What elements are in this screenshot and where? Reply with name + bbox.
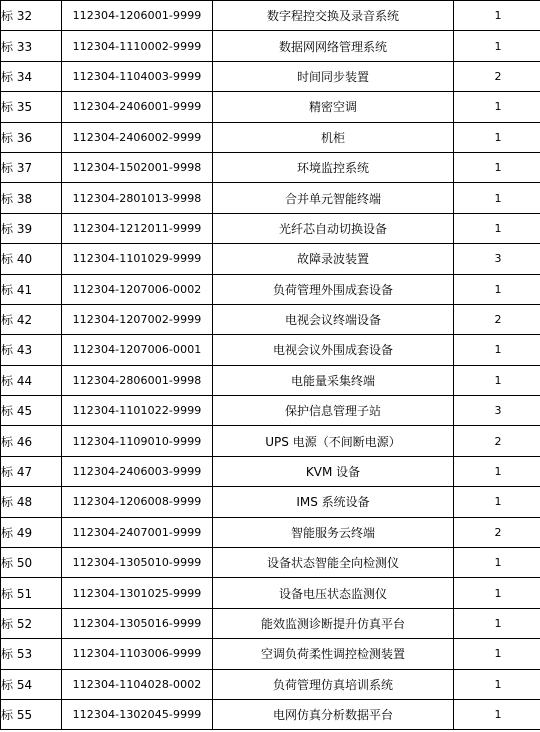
item-name-cell: IMS 系统设备 [213,487,454,517]
table-body [1,1,540,730]
lot-number-cell: 标 33 [1,31,62,61]
table-row [1,31,540,61]
table-row [1,487,540,517]
item-name-cell: 数字程控交换及录音系统 [213,1,454,31]
lot-number-cell: 标 55 [1,699,62,729]
quantity-cell: 1 [454,31,540,61]
item-name-cell: 电视会议终端设备 [213,304,454,334]
item-name-cell: 电能量采集终端 [213,365,454,395]
material-code-cell: 112304-2406001-9999 [62,92,213,122]
material-code-cell: 112304-1207002-9999 [62,304,213,334]
quantity-cell: 1 [454,1,540,31]
table-row [1,244,540,274]
quantity-cell: 2 [454,426,540,456]
quantity-cell: 1 [454,639,540,669]
item-name-cell: KVM 设备 [213,456,454,486]
lot-number-cell: 标 43 [1,335,62,365]
lot-number-cell: 标 51 [1,578,62,608]
table-row [1,396,540,426]
material-code-cell: 112304-1212011-9999 [62,213,213,243]
table-row [1,365,540,395]
quantity-cell: 1 [454,487,540,517]
material-code-cell: 112304-1207006-0002 [62,274,213,304]
quantity-cell: 3 [454,396,540,426]
quantity-cell: 1 [454,213,540,243]
lot-number-cell: 标 47 [1,456,62,486]
table-row [1,517,540,547]
material-code-cell: 112304-2406002-9999 [62,122,213,152]
lot-number-cell: 标 35 [1,92,62,122]
lot-number-cell: 标 41 [1,274,62,304]
item-name-cell: 精密空调 [213,92,454,122]
material-code-cell: 112304-1305016-9999 [62,608,213,638]
table-row [1,335,540,365]
lot-number-cell: 标 50 [1,548,62,578]
item-name-cell: 空调负荷柔性调控检测装置 [213,639,454,669]
table-row [1,304,540,334]
lot-number-cell: 标 40 [1,244,62,274]
table-row [1,61,540,91]
item-name-cell: 能效监测诊断提升仿真平台 [213,608,454,638]
quantity-cell: 3 [454,244,540,274]
material-code-cell: 112304-2801013-9998 [62,183,213,213]
lot-number-cell: 标 52 [1,608,62,638]
item-name-cell: UPS 电源（不间断电源） [213,426,454,456]
material-code-cell: 112304-1110002-9999 [62,31,213,61]
lot-number-cell: 标 39 [1,213,62,243]
material-code-cell: 112304-1302045-9999 [62,699,213,729]
material-code-cell: 112304-1207006-0001 [62,335,213,365]
material-code-cell: 112304-1103006-9999 [62,639,213,669]
lot-number-cell: 标 45 [1,396,62,426]
item-name-cell: 机柜 [213,122,454,152]
quantity-cell: 1 [454,548,540,578]
item-name-cell: 电视会议外围成套设备 [213,335,454,365]
quantity-cell: 2 [454,304,540,334]
material-code-cell: 112304-1305010-9999 [62,548,213,578]
lot-number-cell: 标 53 [1,639,62,669]
quantity-cell: 1 [454,456,540,486]
lot-number-cell: 标 38 [1,183,62,213]
item-name-cell: 负荷管理仿真培训系统 [213,669,454,699]
item-name-cell: 负荷管理外围成套设备 [213,274,454,304]
item-name-cell: 智能服务云终端 [213,517,454,547]
item-name-cell: 电网仿真分析数据平台 [213,699,454,729]
table-row [1,669,540,699]
table-row [1,92,540,122]
quantity-cell: 1 [454,365,540,395]
quantity-cell: 1 [454,274,540,304]
material-code-cell: 112304-1101022-9999 [62,396,213,426]
table-row [1,548,540,578]
lot-number-cell: 标 42 [1,304,62,334]
material-code-cell: 112304-2806001-9998 [62,365,213,395]
lot-number-cell: 标 34 [1,61,62,91]
table-row [1,456,540,486]
quantity-cell: 1 [454,335,540,365]
item-name-cell: 故障录波装置 [213,244,454,274]
material-code-cell: 112304-2407001-9999 [62,517,213,547]
lot-number-cell: 标 48 [1,487,62,517]
lot-number-cell: 标 54 [1,669,62,699]
material-code-cell: 112304-1109010-9999 [62,426,213,456]
table-row [1,426,540,456]
quantity-cell: 2 [454,61,540,91]
table-row [1,122,540,152]
lot-number-cell: 标 49 [1,517,62,547]
material-code-cell: 112304-1104028-0002 [62,669,213,699]
material-code-cell: 112304-1206008-9999 [62,487,213,517]
lot-number-cell: 标 46 [1,426,62,456]
table-row [1,274,540,304]
quantity-cell: 1 [454,669,540,699]
lot-number-cell: 标 44 [1,365,62,395]
lot-number-cell: 标 32 [1,1,62,31]
lot-number-cell: 标 37 [1,152,62,182]
item-name-cell: 保护信息管理子站 [213,396,454,426]
table-row [1,608,540,638]
quantity-cell: 1 [454,608,540,638]
item-name-cell: 设备电压状态监测仪 [213,578,454,608]
table-row [1,578,540,608]
table-row [1,213,540,243]
quantity-cell: 2 [454,517,540,547]
item-name-cell: 数据网网络管理系统 [213,31,454,61]
material-code-cell: 112304-1502001-9998 [62,152,213,182]
table-row [1,183,540,213]
item-name-cell: 合并单元智能终端 [213,183,454,213]
material-code-cell: 112304-1101029-9999 [62,244,213,274]
table-row [1,1,540,31]
table-row [1,639,540,669]
quantity-cell: 1 [454,152,540,182]
material-code-cell: 112304-1104003-9999 [62,61,213,91]
material-code-cell: 112304-1206001-9999 [62,1,213,31]
material-code-cell: 112304-1301025-9999 [62,578,213,608]
item-name-cell: 光纤芯自动切换设备 [213,213,454,243]
quantity-cell: 1 [454,699,540,729]
quantity-cell: 1 [454,578,540,608]
quantity-cell: 1 [454,92,540,122]
lot-number-cell: 标 36 [1,122,62,152]
material-code-cell: 112304-2406003-9999 [62,456,213,486]
item-name-cell: 时间同步装置 [213,61,454,91]
table-row [1,152,540,182]
quantity-cell: 1 [454,183,540,213]
item-name-cell: 设备状态智能全向检测仪 [213,548,454,578]
table-row [1,699,540,729]
item-name-cell: 环境监控系统 [213,152,454,182]
quantity-cell: 1 [454,122,540,152]
